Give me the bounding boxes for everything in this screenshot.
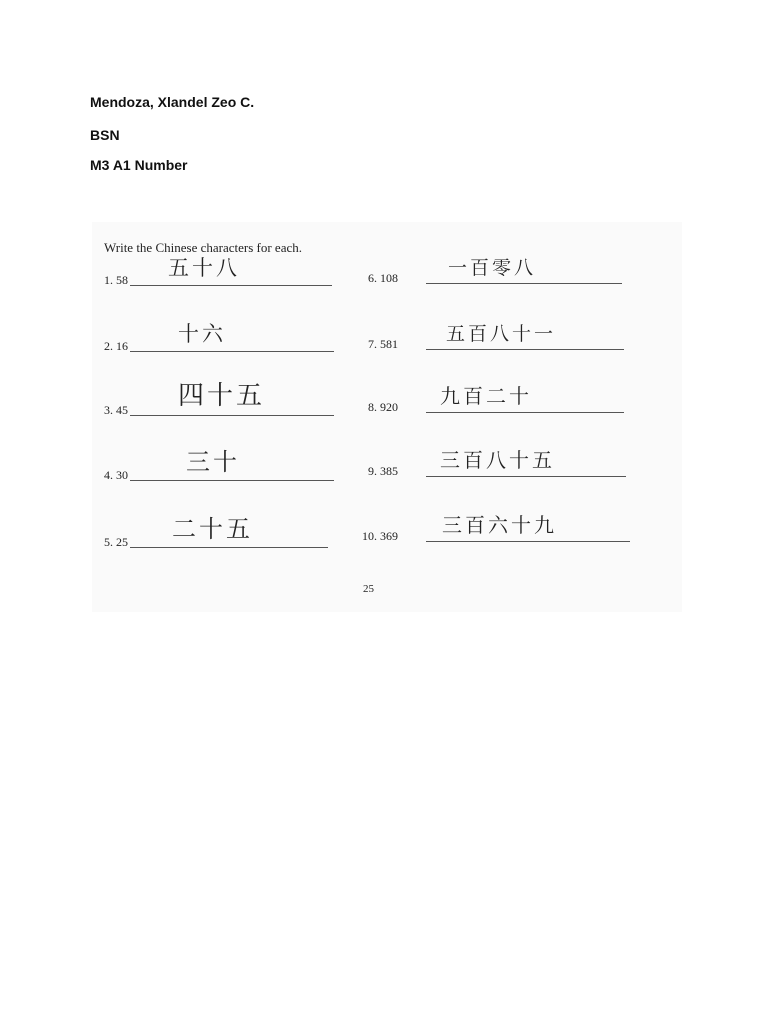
worksheet-item-5	[104, 510, 330, 550]
answer-line	[426, 349, 624, 350]
item-number: 6. 108	[368, 271, 398, 285]
item-number: 4. 30	[104, 468, 128, 482]
worksheet-item-1	[104, 248, 334, 288]
answer-line	[130, 285, 332, 286]
course-label: BSN	[90, 127, 120, 143]
answer-line	[130, 480, 334, 481]
item-number: 3. 45	[104, 403, 128, 417]
worksheet-item-6	[368, 246, 624, 286]
answer-line	[426, 476, 626, 477]
worksheet-item-9	[368, 439, 630, 479]
answer-line	[130, 415, 334, 416]
handwritten-answer: 九百二十	[440, 384, 532, 408]
worksheet-item-7	[368, 312, 626, 352]
answer-line	[426, 412, 624, 413]
item-number: 5. 25	[104, 535, 128, 549]
handwritten-answer: 三百六十九	[442, 513, 557, 537]
worksheet-item-3	[104, 378, 336, 418]
answer-line	[130, 547, 328, 548]
page-number: 25	[363, 583, 374, 595]
activity-title: M3 A1 Number	[90, 157, 188, 173]
answer-line	[426, 541, 630, 542]
item-number: 10. 369	[362, 529, 398, 543]
worksheet-item-10	[362, 504, 632, 544]
handwritten-answer: 四十五	[178, 381, 266, 411]
handwritten-answer: 二十五	[172, 515, 253, 543]
handwritten-answer: 三百八十五	[440, 448, 555, 472]
answer-line	[130, 351, 334, 352]
answer-line	[426, 283, 622, 284]
student-name: Mendoza, Xlandel Zeo C.	[90, 94, 255, 110]
worksheet-item-8	[368, 375, 626, 415]
item-number: 8. 920	[368, 400, 398, 414]
handwritten-answer: 五十八	[168, 256, 240, 280]
handwritten-answer: 三十	[186, 448, 240, 476]
handwritten-answer: 一百零八	[448, 257, 537, 279]
worksheet-item-2	[104, 314, 334, 354]
item-number: 7. 581	[368, 337, 398, 351]
handwritten-answer: 十六	[178, 322, 226, 346]
worksheet-item-4	[104, 443, 336, 483]
item-number: 1. 58	[104, 273, 128, 287]
item-number: 2. 16	[104, 339, 128, 353]
worksheet-instructions: Write the Chinese characters for each.	[104, 240, 302, 255]
handwritten-answer: 五百八十一	[446, 323, 557, 345]
item-number: 9. 385	[368, 464, 398, 478]
